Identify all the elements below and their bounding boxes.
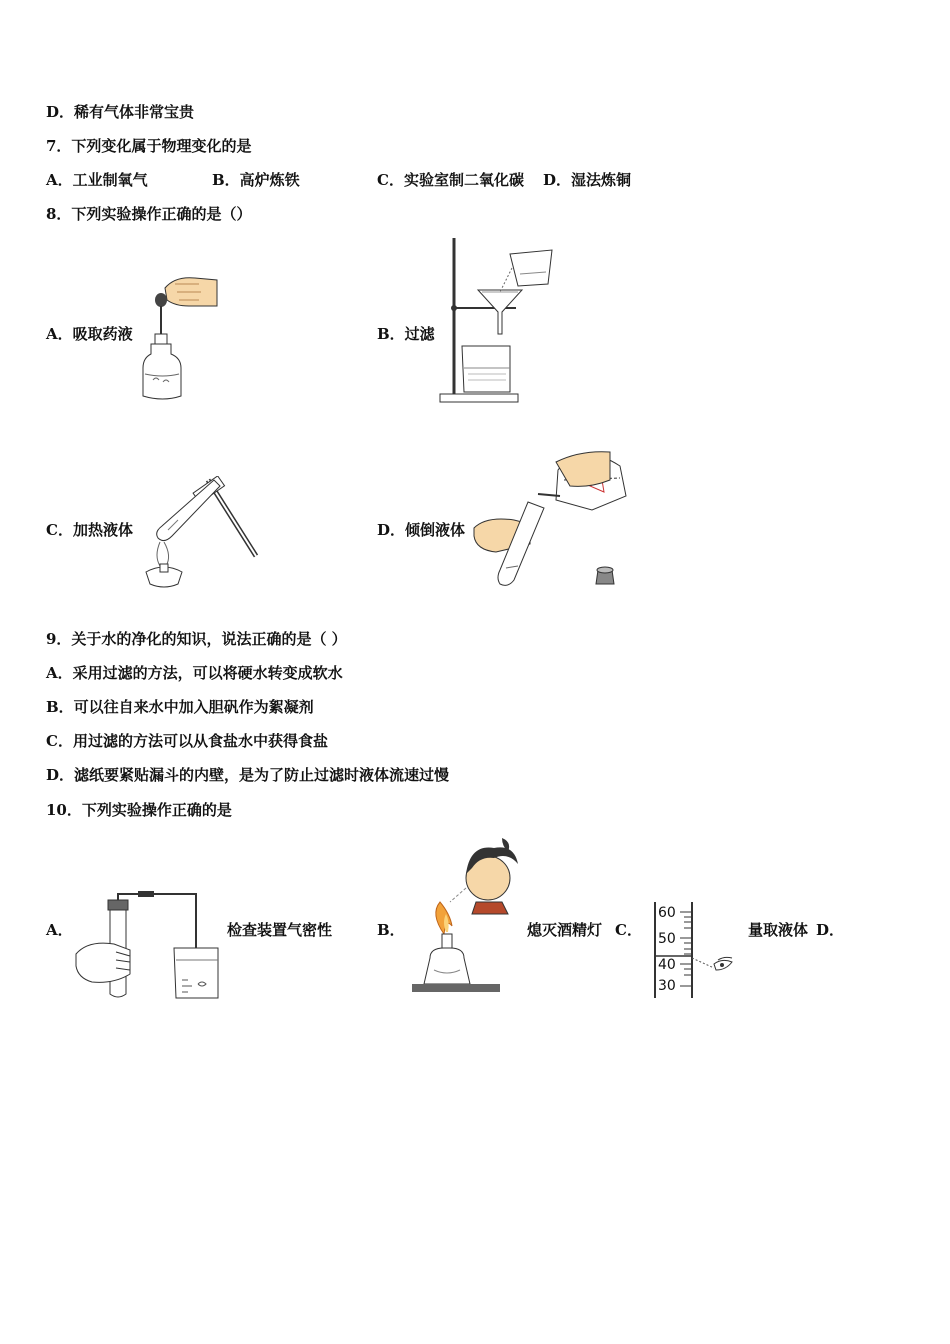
- airtightness-check-illustration: [74, 890, 224, 1002]
- q10-option-b-letter: B．: [377, 921, 405, 939]
- q7-option-b: B．高炉炼铁: [212, 171, 300, 189]
- heating-liquid-illustration: [138, 476, 260, 594]
- q9-option-b: B．可以往自来水中加入胆矾作为絮凝剂: [46, 698, 314, 716]
- q10-option-c-letter: C．: [615, 921, 642, 939]
- q8-option-d: D．倾倒液体: [377, 521, 466, 539]
- q10-stem: 10．下列实验操作正确的是: [46, 801, 232, 819]
- q7-stem: 7．下列变化属于物理变化的是: [46, 137, 252, 155]
- q8-option-a: A．吸取药液: [46, 325, 133, 343]
- q10-option-b-text: 熄灭酒精灯: [527, 921, 603, 939]
- filtration-illustration: [436, 234, 560, 406]
- cylinder-mark-40: 40: [658, 957, 676, 973]
- q10-option-a-letter: A．: [46, 921, 73, 939]
- graduated-cylinder-illustration: [652, 898, 742, 1002]
- q8-option-c: C．加热液体: [46, 521, 133, 539]
- q6-option-d: D．稀有气体非常宝贵: [46, 103, 195, 121]
- q8-stem: 8．下列实验操作正确的是（）: [46, 205, 252, 223]
- dropper-bottle-illustration: [135, 272, 225, 404]
- q10-option-d-letter: D．: [816, 921, 845, 939]
- q10-option-c-text: 量取液体: [748, 921, 809, 939]
- q7-option-d: D．湿法炼铜: [543, 171, 632, 189]
- q10-option-a-text: 检查装置气密性: [227, 921, 333, 939]
- q7-option-a: A．工业制氧气: [46, 171, 148, 189]
- q9-option-d: D．滤纸要紧贴漏斗的内壁，是为了防止过滤时液体流速过慢: [46, 766, 450, 784]
- q7-option-c: C．实验室制二氧化碳: [377, 171, 524, 189]
- extinguish-alcohol-lamp-illustration: [410, 834, 522, 1000]
- cylinder-mark-50: 50: [658, 931, 676, 947]
- q8-option-b: B．过滤: [377, 325, 435, 343]
- q9-option-c: C．用过滤的方法可以从食盐水中获得食盐: [46, 732, 328, 750]
- pouring-liquid-illustration: [470, 440, 630, 590]
- q9-stem: 9．关于水的净化的知识，说法正确的是（ ）: [46, 630, 347, 648]
- cylinder-mark-30: 30: [658, 978, 676, 994]
- q9-option-a: A．采用过滤的方法，可以将硬水转变成软水: [46, 664, 343, 682]
- cylinder-mark-60: 60: [658, 905, 676, 921]
